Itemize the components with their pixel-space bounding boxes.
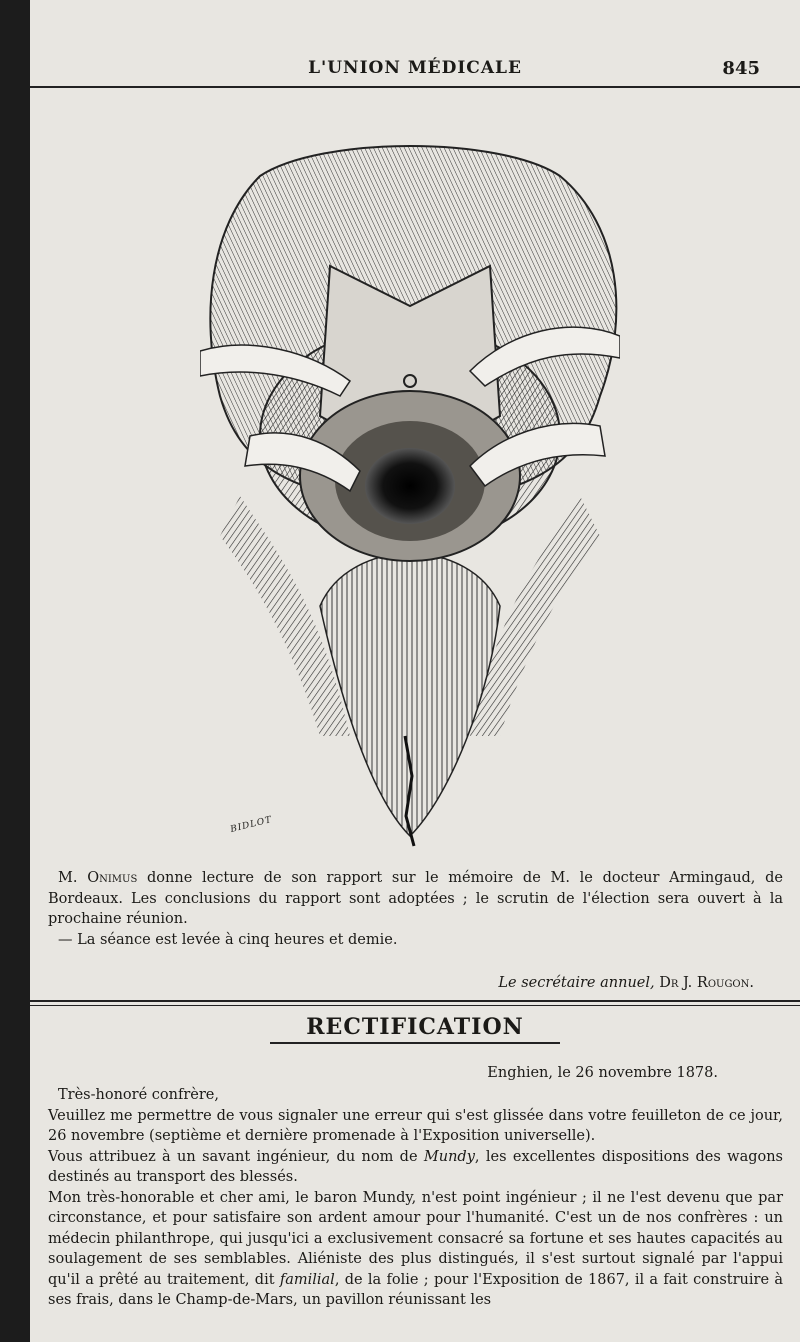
- section-rule-thin: [30, 1005, 800, 1006]
- adjournment-note: — La séance est levée à cinq heures et demie.: [58, 931, 398, 948]
- text-run: , les excellentes dispositions des wagons destinés au transport des blessés.: [48, 1148, 784, 1185]
- text-run: , de la folie ; pour l'Exposition de 1867, il a fait construire à ses frais, dans le Champ-de-Mars, un pavillon réunissant les: [48, 1271, 783, 1308]
- letter-paragraph: [48, 1147, 783, 1188]
- journal-page: [30, 0, 800, 1342]
- text-run: Veuillez me permettre de vous signaler une erreur qui s'est glissée dans votre feuilleton de ce jour, 26 novembre (septième et dernière promenade à l'Exposition universelle).: [48, 1107, 783, 1144]
- page-header: [30, 56, 800, 86]
- section-rule-thick: [30, 1000, 800, 1002]
- anatomical-engraving: [200, 136, 620, 856]
- italic-run: familial: [279, 1271, 335, 1288]
- small-caps-run: Onimus: [87, 870, 138, 886]
- engraver-signature: BIDLOT: [229, 814, 274, 836]
- page-number: 845: [722, 58, 760, 79]
- letter-dateline: Enghien, le 26 novembre 1878.: [487, 1065, 718, 1081]
- secretary-role: Le secrétaire annuel,: [498, 975, 655, 991]
- minutes-paragraph: [48, 868, 783, 930]
- meeting-minutes: [48, 868, 783, 950]
- secretary-name: Dr J. Rougon.: [659, 975, 754, 991]
- letter-paragraph: [48, 1188, 783, 1311]
- letter-paragraph: [48, 1106, 783, 1147]
- text-run: M.: [58, 870, 88, 886]
- letter-salutation: Très-honoré confrère,: [58, 1087, 219, 1103]
- text-run: donne lecture de son rapport sur le mémoire de M. le docteur Armingaud, de Bordeaux. Les conclusions du rapport sont adoptées ; le scrutin de l'élection sera ouvert à la prochaine réunion.: [48, 870, 784, 927]
- secretary-signature: [498, 975, 754, 991]
- section-title-underline: [270, 1042, 560, 1044]
- letter-body: [48, 1085, 783, 1311]
- text-run: Vous attribuez à un savant ingénieur, du nom de: [48, 1148, 424, 1165]
- italic-run: Mundy: [423, 1148, 475, 1165]
- text-run: Mon très-honorable et cher ami, le baron Mundy, n'est point ingénieur ; il ne l'est devenu que par circonstance, et pour satisfaire son ardent amour pour l'humanité. C'est un de nos confrères : un médecin philanthrope, qui jusqu'ici a exclusivement consacré sa fortune et ses hautes capacités au soulagement de ses semblables. Aliéniste des plus distingués, il s'est surtout signalé par l'appui qu'il a prêté au traitement, dit: [48, 1189, 783, 1288]
- journal-title: L'UNION MÉDICALE: [308, 58, 522, 78]
- header-rule: [30, 86, 800, 88]
- section-title: RECTIFICATION: [306, 1014, 524, 1040]
